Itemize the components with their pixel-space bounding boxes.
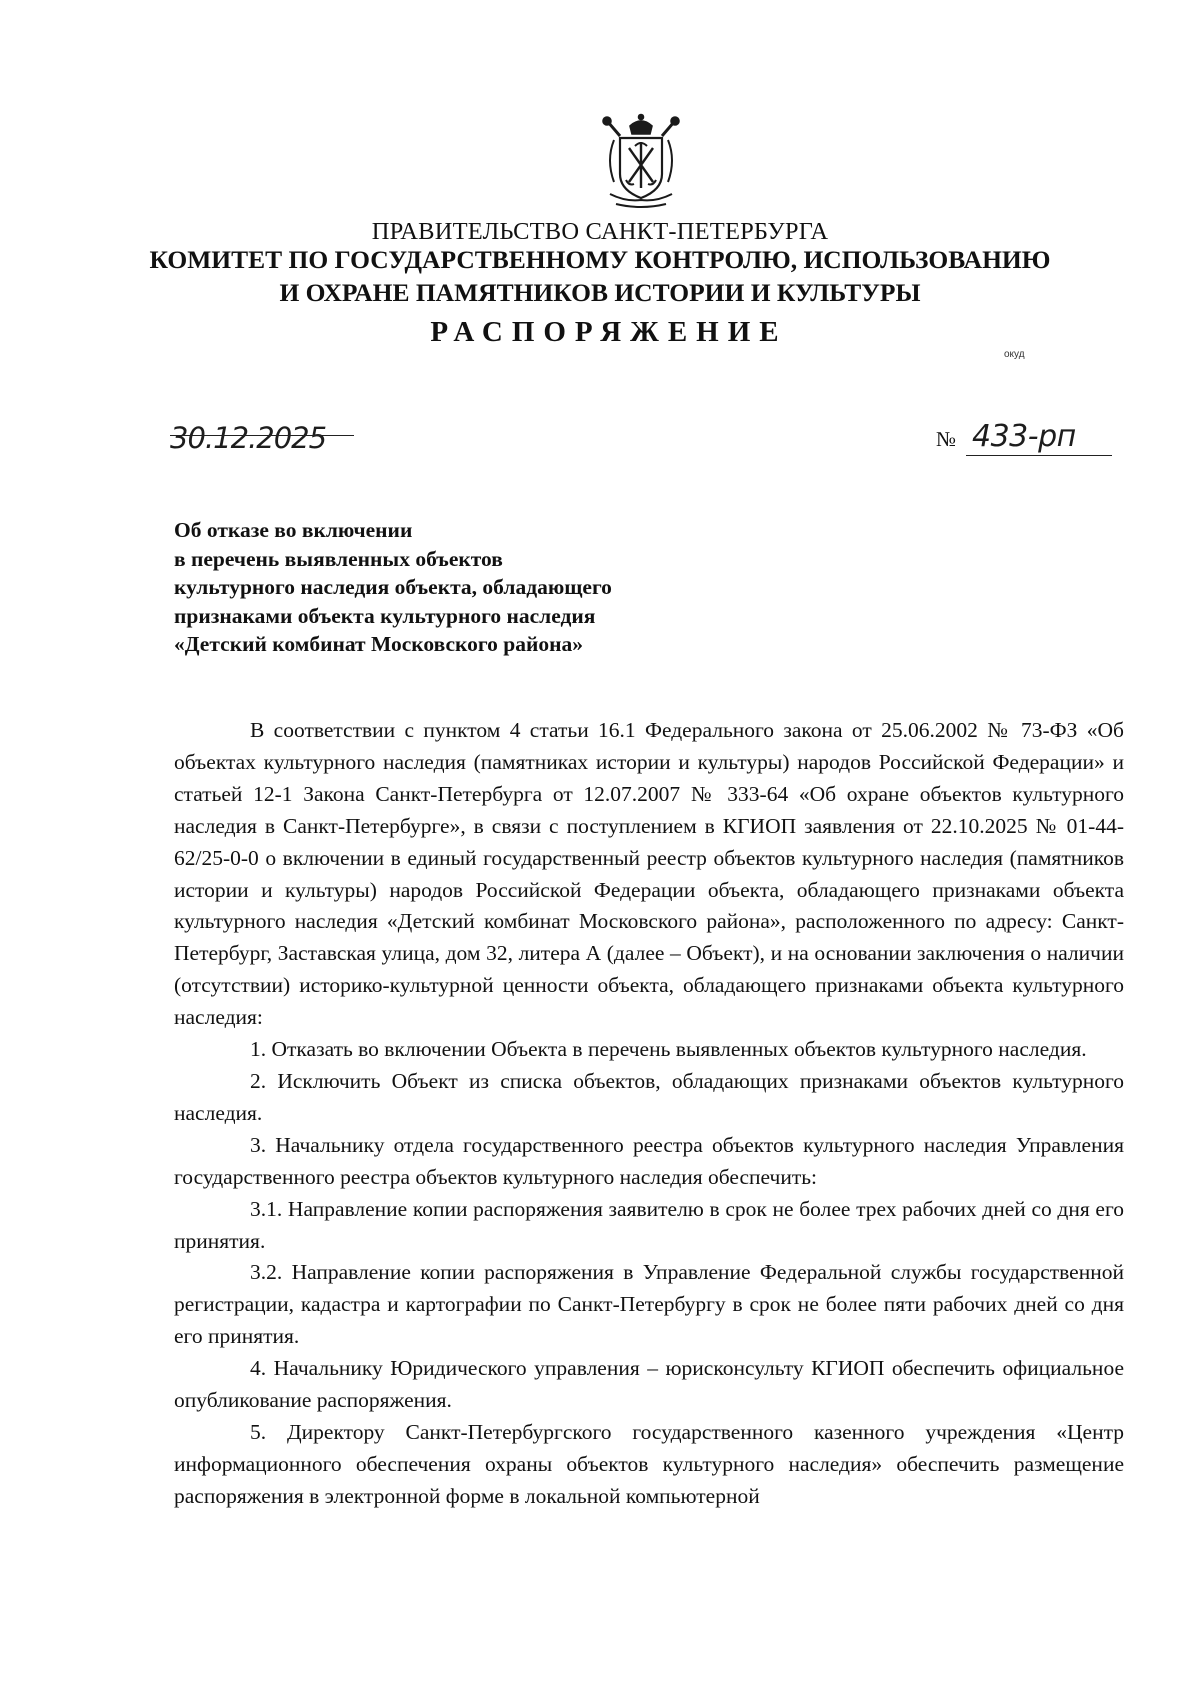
title-line: признаками объекта культурного наследия: [174, 603, 596, 628]
clause-3: 3. Начальнику отдела государственного реестра объектов культурного наследия Управления государственного реестра объектов культурного наследия обеспечить:: [174, 1132, 1124, 1189]
document-date: 30.12.2025: [170, 421, 327, 455]
document-number: 433-рп: [972, 419, 1076, 454]
clause-2: 2. Исключить Объект из списка объектов, обладающих признаками объектов культурного наследия.: [174, 1068, 1124, 1125]
title-line: культурного наследия объекта, обладающего: [174, 575, 612, 600]
clause-3-1: 3.1. Направление копии распоряжения заявителю в срок не более трех рабочих дней со дня его принятия.: [174, 1196, 1124, 1253]
document-body: [174, 715, 1124, 1513]
title-line: в перечень выявленных объектов: [174, 546, 503, 571]
title-line: Об отказе во включении: [174, 518, 413, 542]
date-underline: [170, 435, 354, 436]
clause-4: 4. Начальнику Юридического управления – юрисконсульту КГИОП обеспечить официальное опубликование распоряжения.: [174, 1356, 1124, 1413]
clause-5: 5. Директору Санкт-Петербургского государственного казенного учреждения «Центр информационного обеспечения охраны объектов культурного наследия» обеспечить размещение распоряжения в электронной форме в локальной компьютерной: [174, 1419, 1124, 1508]
committee-name-line-2: И ОХРАНЕ ПАМЯТНИКОВ ИСТОРИИ И КУЛЬТУРЫ: [279, 278, 921, 307]
committee-name-line-1: КОМИТЕТ ПО ГОСУДАРСТВЕННОМУ КОНТРОЛЮ, ИСПОЛЬЗОВАНИЮ: [149, 245, 1051, 274]
preamble-paragraph: В соответствии с пунктом 4 статьи 16.1 Федерального закона от 25.06.2002 № 73-ФЗ «Об объектах культурного наследия (памятниках истории и культуры) народов Российской Федерации» и статьей 12-1 Закона Санкт-Петербурга от 12.07.2007 № 333-64 «Об охране объектов культурного наследия в Санкт-Петербурге», в связи с поступлением в КГИОП заявления от 22.10.2025 № 01-44-62/25-0-0 о включении в единый государственный реестр объектов культурного наследия (памятников истории и культуры) народов Российской Федерации объекта, обладающего признаками объекта культурного наследия «Детский комбинат Московского района», расположенного по адресу: Санкт-Петербург, Заставская улица, дом 32, литера А (далее – Объект), и на основании заключения о наличии (отсутствии) историко-культурной ценности объекта, обладающего признаками объекта культурного наследия:: [174, 718, 1124, 1030]
clause-1: 1. Отказать во включении Объекта в перечень выявленных объектов культурного наследия.: [250, 1037, 1087, 1062]
saint-petersburg-coat-of-arms-icon: [596, 112, 686, 212]
clause-3-2: 3.2. Направление копии распоряжения в Управление Федеральной службы государственной регистрации, кадастра и картографии по Санкт-Петербургу в срок не более пяти рабочих дней со дня его принятия.: [174, 1260, 1124, 1349]
okud-label: окуд: [1004, 349, 1025, 360]
government-name: ПРАВИТЕЛЬСТВО САНКТ-ПЕТЕРБУРГА: [371, 218, 829, 245]
document-type: РАСПОРЯЖЕНИЕ: [430, 316, 788, 348]
document-title: [174, 516, 814, 659]
title-line: «Детский комбинат Московского района»: [174, 632, 583, 657]
number-underline: [966, 455, 1112, 456]
number-label: №: [936, 427, 957, 451]
